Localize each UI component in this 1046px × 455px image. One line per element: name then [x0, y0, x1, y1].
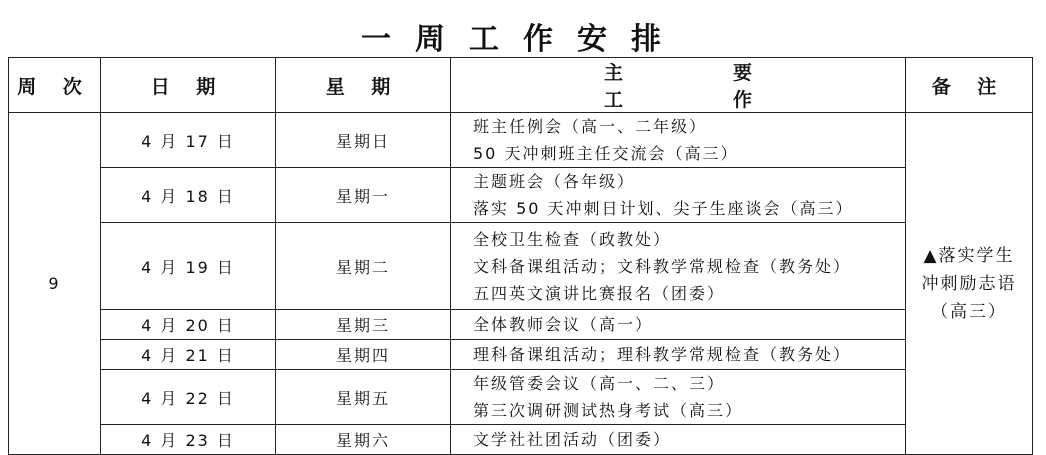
note-cell	[906, 113, 1033, 455]
header-work: 主要工作	[451, 58, 906, 113]
note-line: ▲落实学生	[923, 245, 1015, 266]
work-item: 全体教师会议（高一）	[473, 315, 654, 334]
weekday-cell: 星期三	[276, 310, 451, 340]
schedule-table	[8, 57, 1033, 455]
work-item: 五四英文演讲比赛报名（团委）	[473, 283, 726, 303]
work-cell	[451, 168, 906, 223]
table-row	[9, 310, 1033, 340]
date-cell: 4 月 19 日	[101, 223, 276, 310]
work-item: 落实 50 天冲刺日计划、尖子生座谈会（高三）	[473, 199, 854, 218]
work-item: 第三次调研测试热身考试（高三）	[473, 401, 744, 420]
work-cell	[451, 113, 906, 168]
date-cell: 4 月 23 日	[101, 425, 276, 455]
work-item: 文学社社团活动（团委）	[473, 430, 672, 449]
work-item: 文科备课组活动；文科教学常规检查（教务处）	[473, 256, 852, 276]
weekday-cell: 星期六	[276, 425, 451, 455]
date-cell: 4 月 17 日	[101, 113, 276, 168]
table-row	[9, 425, 1033, 455]
table-row	[9, 223, 1033, 310]
header-weekday: 星 期	[276, 58, 451, 113]
page-title: 一周工作安排	[361, 22, 685, 57]
note-line: （高三）	[931, 301, 1007, 322]
header-row	[9, 58, 1033, 113]
date-cell: 4 月 21 日	[101, 340, 276, 370]
weekday-cell: 星期日	[276, 113, 451, 168]
table-row	[9, 340, 1033, 370]
weekday-cell: 星期五	[276, 370, 451, 425]
work-item: 主题班会（各年级）	[473, 172, 636, 191]
work-cell	[451, 425, 906, 455]
date-cell: 4 月 18 日	[101, 168, 276, 223]
week-number: 9	[9, 113, 101, 455]
date-cell: 4 月 20 日	[101, 310, 276, 340]
header-week: 周 次	[9, 58, 101, 113]
work-item: 全校卫生检查（政教处）	[473, 229, 672, 249]
table-row	[9, 113, 1033, 168]
work-item: 理科备课组活动；理科教学常规检查（教务处）	[473, 345, 852, 364]
header-date: 日 期	[101, 58, 276, 113]
work-cell	[451, 310, 906, 340]
weekday-cell: 星期四	[276, 340, 451, 370]
date-cell: 4 月 22 日	[101, 370, 276, 425]
weekday-cell: 星期二	[276, 223, 451, 310]
work-item: 50 天冲刺班主任交流会（高三）	[473, 144, 739, 163]
work-cell	[451, 340, 906, 370]
table-row	[9, 370, 1033, 425]
header-note: 备 注	[906, 58, 1033, 113]
work-cell	[451, 370, 906, 425]
table-row	[9, 168, 1033, 223]
work-item: 班主任例会（高一、二年级）	[473, 117, 708, 136]
work-cell	[451, 223, 906, 310]
note-line: 冲刺励志语	[921, 273, 1017, 294]
work-item: 年级管委会议（高一、二、三）	[473, 374, 726, 393]
weekday-cell: 星期一	[276, 168, 451, 223]
